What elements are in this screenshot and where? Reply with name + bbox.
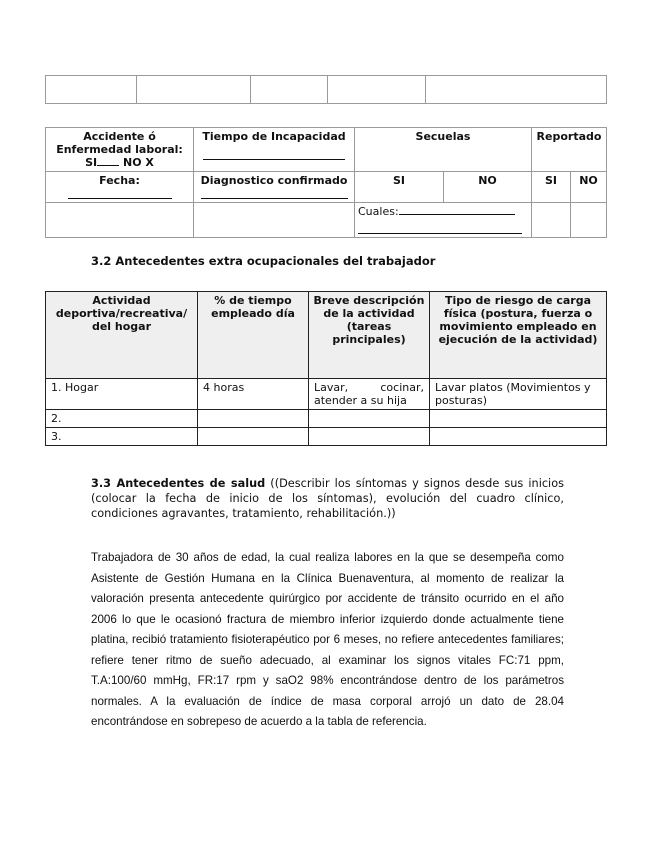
row1-actividad: 1. Hogar [46,379,198,410]
row1-tiempo: 4 horas [198,379,309,410]
health-history-body: Trabajadora de 30 años de edad, la cual realiza labores en la que se desempeña como Asistente de Gestión Humana en la Clínica Buenaventura, al momento de realizar la valoración presenta antecedente quirúrgico por accidente de tránsito ocurrido en el año 2006 lo que le ocasionó fractura de miembro inferior izquierdo donde actualmente tiene platina, recibió tratamiento fisioterapéutico por 6 meses, no refiere antecedentes familiares; refiere tener ritmo de sueño adecuado, al examinar los signos vitales FC:71 ppm, T.A:100/60 mmHg, FR:17 rpm y saO2 98% encontrándose dentro de los parámetros normales. A la evaluación de índice de masa corporal arrojó un dato de 28.04 encontrándose en sobrepeso de acuerdo a la tabla de referencia. [91,551,564,728]
diagnostico-label: Diagnostico confirmado [200,174,348,187]
extra-occupational-table [45,291,607,446]
tiempo-label: Tiempo de Incapacidad [202,130,346,143]
cuales-label: Cuales: [358,205,399,218]
empty-table [45,75,607,104]
empty-cell [46,203,194,238]
empty-cell [46,76,137,104]
row3-tiempo [198,428,309,446]
empty-cell [426,76,607,104]
accident-label-1: Accidente ó [83,130,156,143]
row3-riesgo [430,428,607,446]
accident-cell [46,128,194,172]
section-3-3-instruction: ((Describir los síntomas y signos desde sus inicios (colocar la fecha de inicio de los síntomas), evolución del cuadro clínico, condiciones agravantes, tratamiento, rehabilitación.)) [91,477,564,520]
row2-descripcion [309,410,430,428]
cuales-cell [355,203,532,238]
secuelas-no: NO [444,172,532,203]
si-option: SI [85,156,98,169]
secuelas-header: Secuelas [355,128,532,172]
header-riesgo: Tipo de riesgo de carga física (postura, fuerza o movimiento empleado en ejecución de la actividad) [430,292,607,379]
row3-descripcion [309,428,430,446]
header-tiempo: % de tiempo empleado día [198,292,309,379]
secuelas-si: SI [355,172,444,203]
tiempo-cell [194,128,355,172]
section-3-3-heading: 3.3 Antecedentes de salud [91,477,266,490]
empty-cell [328,76,426,104]
empty-cell [571,203,607,238]
row2-tiempo [198,410,309,428]
diagnostico-cell [194,172,355,203]
reportado-si: SI [532,172,571,203]
accident-label-2: Enfermedad laboral: [56,143,183,156]
incident-table [45,127,607,238]
row3-actividad: 3. [46,428,198,446]
empty-cell [532,203,571,238]
section-3-3-intro [91,476,564,521]
no-option: NO X [122,156,154,169]
empty-cell [137,76,251,104]
reportado-header: Reportado [532,128,607,172]
header-actividad: Actividad deportiva/recreativa/ del hogar [46,292,198,379]
reportado-no: NO [571,172,607,203]
empty-cell [194,203,355,238]
row1-riesgo: Lavar platos (Movimientos y posturas) [430,379,607,410]
row2-riesgo [430,410,607,428]
row1-descripcion: Lavar, cocinar, atender a su hija [309,379,430,410]
fecha-cell [46,172,194,203]
row2-actividad: 2. [46,410,198,428]
fecha-label: Fecha: [99,174,140,187]
accident-options [46,156,193,169]
header-descripcion: Breve descripción de la actividad (tareas principales) [309,292,430,379]
empty-cell [251,76,328,104]
section-3-2-heading: 3.2 Antecedentes extra ocupacionales del trabajador [91,254,436,268]
